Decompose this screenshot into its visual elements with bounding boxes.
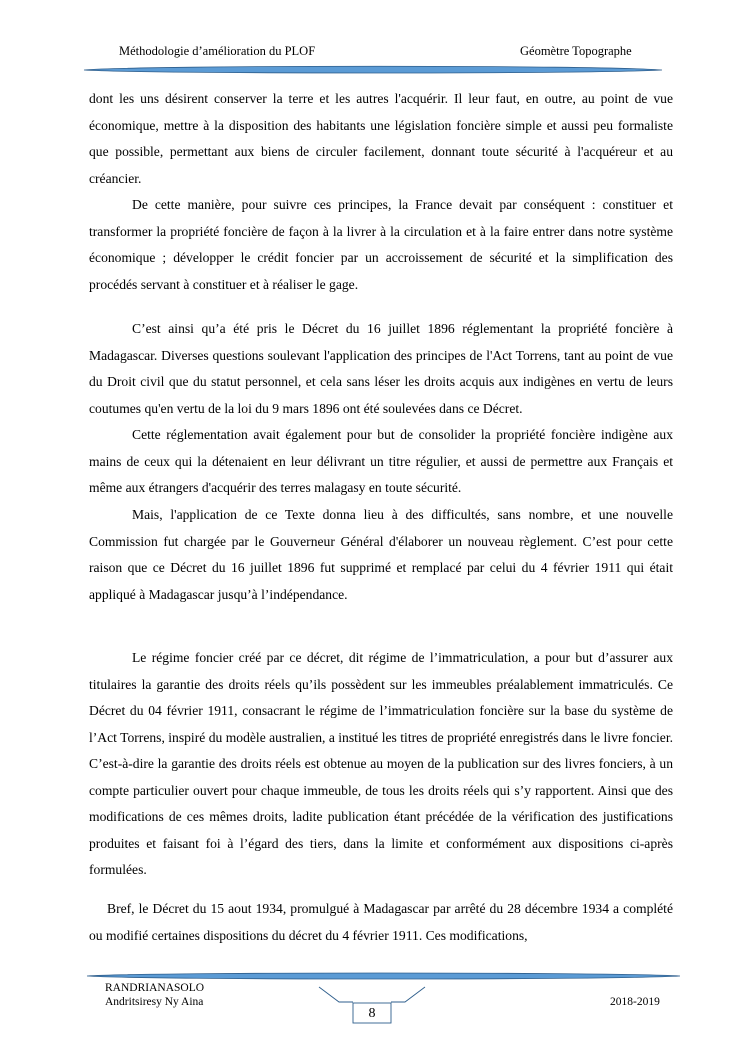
page-number: 8 — [368, 1006, 376, 1021]
paragraph-7: Bref, le Décret du 15 aout 1934, promulgué à Madagascar par arrêté du 28 décembre 1934 a complété ou modifié certaines dispositions du décret du 4 février 1911. Ces modifications, — [89, 901, 673, 943]
footer-author-surname: RANDRIANASOLO — [105, 982, 205, 994]
header-document-title: Méthodologie d’amélioration du PLOF — [119, 44, 316, 58]
page-number-left-chevron — [319, 987, 353, 1002]
header-rule — [0, 63, 745, 75]
page-number-right-chevron — [391, 987, 425, 1002]
header-author-role: Géomètre Topographe — [520, 44, 632, 58]
footer-author-given-name: Andritsiresy Ny Aina — [105, 996, 204, 1008]
footer-academic-year: 2018-2019 — [610, 996, 660, 1008]
paragraph-2: De cette manière, pour suivre ces principes, la France devait par conséquent : constituer et transformer la propriété foncière de façon à la livrer à la circulation et à la faire entrer dans notre système économique ; développer le crédit foncier par un accroissement de sécurité et la simplification des procédés servant à constituer et à réaliser le gage. — [89, 197, 673, 292]
paragraph-5: Mais, l'application de ce Texte donna lieu à des difficultés, sans nombre, et une nouvelle Commission fut chargée par le Gouverneur Général d'élaborer un nouveau règlement. C’est pour cette raison que ce Décret du 16 juillet 1896 fut supprimé et remplacé par celui du 4 février 1911 qui était appliqué à Madagascar jusqu’à l’indépendance. — [89, 507, 673, 602]
paragraph-4: Cette réglementation avait également pour but de consolider la propriété foncière indigène aux mains de ceux qui la détenaient en leur délivrant un titre régulier, et aussi de permettre aux Français et même aux étrangers d'acquérir des terres malagasy en toute sécurité. — [89, 427, 673, 495]
footer-rule — [0, 970, 745, 982]
header-rule-shape — [84, 66, 662, 73]
footer-rule-shape — [87, 973, 680, 979]
paragraph-1: dont les uns désirent conserver la terre et les autres l'acquérir. Il leur faut, en outre, au point de vue économique, mettre à la disposition des habitants une législation foncière simple et aussi peu formaliste que possible, permettant aux biens de circuler facilement, donnant toute sécurité à l'acquéreur et au créancier. — [89, 91, 673, 186]
paragraph-3: C’est ainsi qu’a été pris le Décret du 16 juillet 1896 réglementant la propriété foncière à Madagascar. Diverses questions soulevant l'application des principes de l'Act Torrens, tant au point de vue du Droit civil que du statut personnel, et cela sans léser les droits acquis aux indigènes en vertu de leurs coutumes qu'en vertu de la loi du 9 mars 1896 ont été soulevées dans ce Décret. — [89, 321, 673, 416]
paragraph-6: Le régime foncier créé par ce décret, dit régime de l’immatriculation, a pour but d’assurer aux titulaires la garantie des droits réels qu’ils possèdent sur les immeubles préalablement immatriculés. Ce Décret du 04 février 1911, consacrant le régime de l’immatriculation foncière sur la base du système de l’Act Torrens, inspiré du modèle australien, a institué les titres de propriété enregistrés dans le livre foncier. C’est-à-dire la garantie des droits réels est obtenue au moyen de la publication sur des livres fonciers, à un compte particulier ouvert pour chaque immeuble, de tous les droits réels qui s’y rapportent. Ainsi que des modifications de ces mêmes droits, ladite publication étant précédée de la vérification des justifications produites et faisant foi à l’égard des tiers, dans la limite et conformément aux dispositions ci-après formulées. — [89, 650, 673, 877]
